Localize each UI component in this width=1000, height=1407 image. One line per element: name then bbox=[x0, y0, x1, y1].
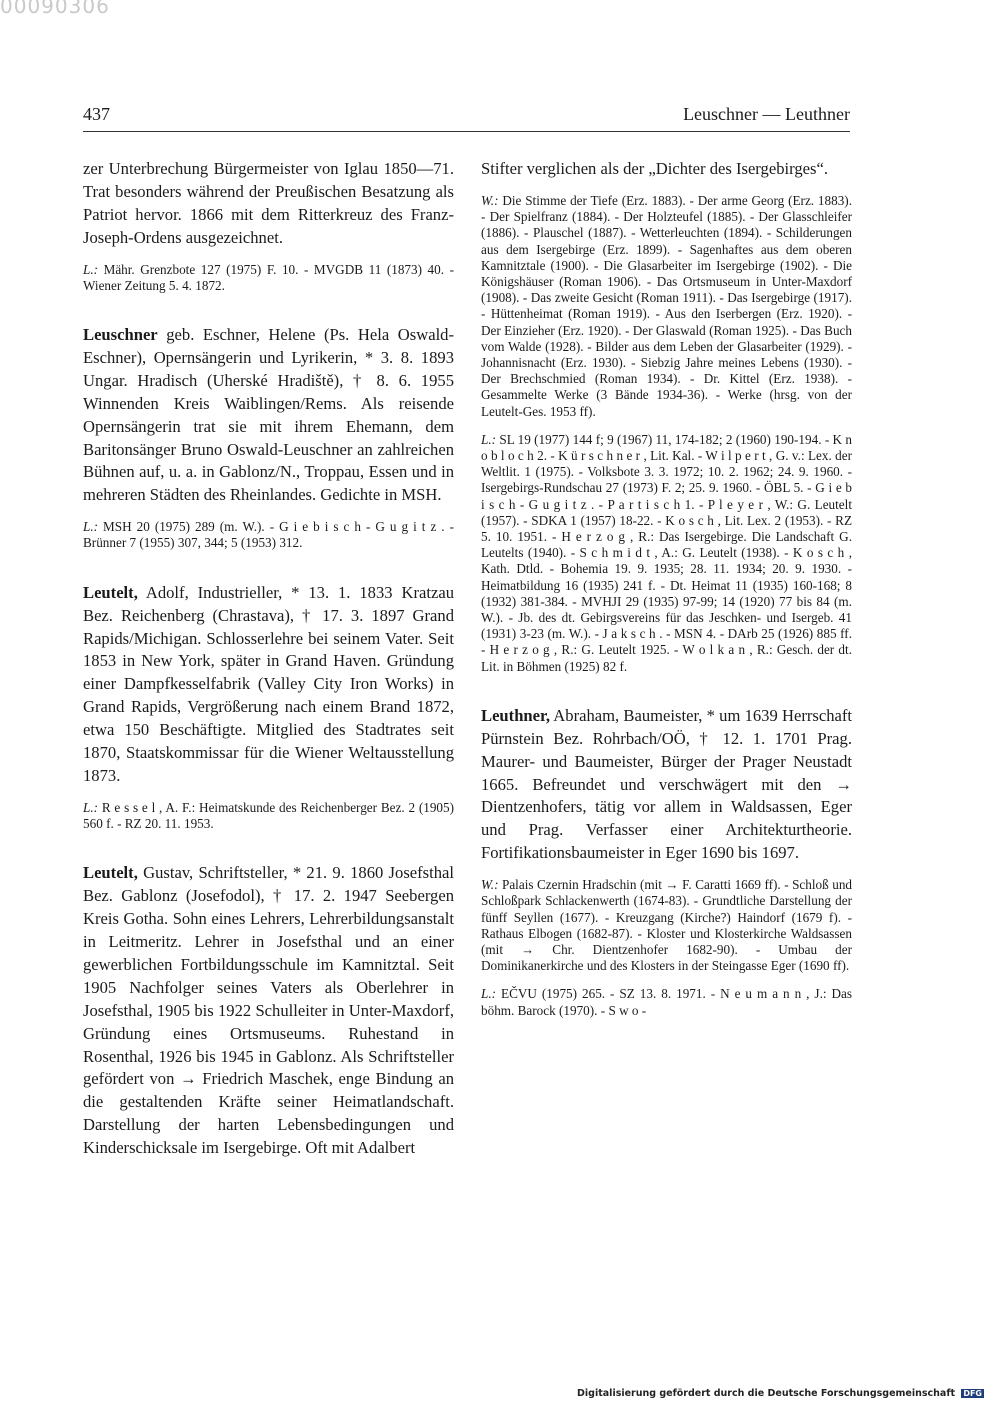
running-title: Leuschner — Leuthner bbox=[683, 104, 850, 124]
ref-text: MSH 20 (1975) 289 (m. W.). - G i e b i s c h - G u g i t z . - Brünner 7 (1955) 307, 344; 5 (1953) 312. bbox=[83, 519, 455, 551]
credit-text: Digitalisierung gefördert durch die Deutsche Forschungsgemeinschaft bbox=[577, 1388, 956, 1399]
ref-text: Die Stimme der Tiefe (Erz. 1883). - Der arme Georg (Erz. 1883). - Der Spielfranz (1884). - Der Holzteufel (1885). - Der Glasschleifer (1886). - Plauschel (1887). - Wetterleuchten (1894). - Schilderungen aus dem Isergebirge (Erz. 1899). - Sagenhaftes aus dem oberen Kamnitztale (1900). - Die Glasarbeiter im Isergebirge (1902). - Die Königshäuser (Roman 1906). - Das Ortsmuseum in Unter-Maxdorf (1908). - Das zweite Gesicht (Roman 1911). - Das Isergebirge (1917). - Hüttenheimat (Roman 1919). - Aus den Iserbergen (Erz. 1920). - Der Einzieher (Erz. 1920). - Der Glaswald (Roman 1925). - Das Buch vom Walde (1928). - Bilder aus dem Leben der Glasarbeiter (1929). - Johannisnacht (Erz. 1930). - Siebzig Jahre meines Lebens (1930). - Der Brechschmied (Roman 1934). - Dr. Kittel (Erz. 1938). - Gesammelte Werke (3 Bände 1934-36). - Werke (hrsg. von der Leutelt-Ges. 1953 ff). bbox=[481, 192, 852, 419]
ref-label: L.: bbox=[481, 431, 497, 447]
entry-leuthner bbox=[481, 705, 852, 865]
right-column bbox=[481, 158, 852, 1019]
entry-text: Gustav, Schriftsteller, * 21. 9. 1860 Josefsthal Bez. Gablonz (Josefodol), † 17. 2. 1947 Seebergen Kreis Gotha. Sohn eines Lehrers, Lehrerbildungsanstalt in Leitmeritz. Lehrer in Josefsthal und an einer gewerblichen Fortbildungsschule im Kamnitztal. Seit 1905 Nachfolger seines Vaters als Oberlehrer in Josefsthal, 1905 bis 1922 Schulleiter in Unter-Maxdorf, Gründung eines Ortsmuseums. Ruhestand in Rosenthal, 1926 bis 1945 in Gablonz. Als Schriftsteller gefördert von → Friedrich Maschek, enge Bindung an die gestaltenden Kräfte seiner Heimatlandschaft. Darstellung der harten Lebensbedingungen und Kinderschicksale im Isergebirge. Oft mit Adalbert bbox=[83, 863, 455, 1158]
page-number: 437 bbox=[83, 104, 110, 124]
reference-block bbox=[83, 800, 454, 832]
entry-leutelt-adolf bbox=[83, 582, 454, 788]
entry-leuschner bbox=[83, 324, 454, 507]
works-block bbox=[481, 877, 852, 974]
ref-label: W.: bbox=[481, 877, 499, 893]
ref-label: L.: bbox=[83, 519, 99, 535]
entry-headword: Leuschner bbox=[83, 325, 158, 345]
dfg-logo-icon: DFG bbox=[963, 1389, 982, 1398]
reference-block bbox=[83, 262, 454, 294]
entry-headword: Leutelt, bbox=[83, 582, 138, 602]
entry-text: Abraham, Baumeister, * um 1639 Herrschaft Pürnstein Bez. Rohrbach/OÖ, † 12. 1. 1701 Prag. Maurer- und Baumeister, Bürger der Prager Neustadt 1665. Befreundet und verschwägert mit den → Dientzenhofers, tätig vor allem in Waldsassen, Eger und Prag. Verfasser einer Architekturtheorie. Fortifikationsbaumeister in Eger 1690 bis 1697. bbox=[481, 705, 852, 863]
reference-block bbox=[481, 432, 852, 675]
entry-headword: Leuthner, bbox=[481, 705, 550, 725]
reference-block bbox=[83, 519, 454, 551]
ref-text: SL 19 (1977) 144 f; 9 (1967) 11, 174-182; 2 (1960) 190-194. - K n o b l o c h 2. - K ü r s c h n e r , Lit. Kal. - W i l p e r t , G. v.: Lex. der Weltlit. 1 (1975). - Volksbote 3. 3. 1972; 10. 2. 1962; 24. 9. 1960. - Isergebirgs-Rundschau 27 (1973) F. 2; 25. 9. 1960. - ÖBL 5. - G i e b i s c h - G u g i t z . - P a r t i s c h 1. - P l e y e r , W.: G. Leutelt (1957). - SDKA 1 (1957) 18-22. - K o s c h , Lit. Lex. 2 (1953). - RZ 5. 10. 1951. - H e r z o g , R.: Das Isergebirge. Die Landschaft G. Leutelts (1940). - S c h m i d t , A.: G. Leutelt (1938). - K o s c h , Kath. Dtld. - Bohemia 19. 9. 1935; 28. 11. 1934; 20. 9. 1930. - Heimatbildung 16 (1935) 241 f. - Dt. Heimat 11 (1935) 160-168; 8 (1932) 381-384. - MVHJI 29 (1935) 97-99; 14 (1920) 77 bis 84 (m. W.). - Jb. des dt. Gebirgsvereins für das Jeschken- und Isergeb. 41 (1931) 3-23 (m. W.). - J a k s c h . - MSN 4. - DArb 25 (1926) 885 ff. - H e r z o g , R.: G. Leutelt 1925. - W o l k a n , R.: Gesch. der dt. Lit. in Böhmen (1925) 82 f. bbox=[481, 431, 852, 674]
entry-text: Adolf, Industrieller, * 13. 1. 1833 Kratzau Bez. Reichenberg (Chrastava), † 17. 3. 1897 Grand Rapids/Michigan. Schlosserlehre bei seinem Vater. Seit 1853 in New York, später in Grand Haven. Gründung einer Dampfkesselfabrik (Valley City Iron Works) in Grand Rapids, Vergrößerung nach einem Brand 1872, etwa 150 Beschäftigte. Mitglied des Stadtrates seit 1870, Staatskommissar für die Wiener Weltausstellung 1873. bbox=[83, 582, 454, 785]
scan-id: 00090306 bbox=[0, 0, 110, 18]
ref-label: L.: bbox=[83, 261, 99, 277]
paragraph-text: zer Unterbrechung Bürgermeister von Iglau 1850—71. Trat besonders während der Preußischen Besatzung als Patriot hervor. 1866 mit dem Ritterkreuz des Franz-Joseph-Ordens ausgezeichnet. bbox=[83, 159, 454, 247]
ref-text: R e s s e l , A. F.: Heimatskunde des Reichenberger Bez. 2 (1905) 560 f. - RZ 20. 11. 1953. bbox=[83, 799, 454, 832]
header-rule bbox=[83, 131, 850, 132]
ref-text: EČVU (1975) 265. - SZ 13. 8. 1971. - N e u m a n n , J.: Das böhm. Barock (1970). - S w o - bbox=[481, 986, 853, 1018]
ref-text: Mähr. Grenzbote 127 (1975) F. 10. - MVGDB 11 (1873) 40. - Wiener Zeitung 5. 4. 1872. bbox=[83, 261, 454, 293]
paragraph bbox=[83, 158, 454, 250]
ref-label: W.: bbox=[481, 192, 499, 208]
entry-leutelt-gustav bbox=[83, 862, 454, 1160]
entry-text: geb. Eschner, Helene (Ps. Hela Oswald-Eschner), Opernsängerin und Lyrikerin, * 3. 8. 1893 Ungar. Hradisch (Uherské Hradiště), † 8. 6. 1955 Winnenden Kreis Waiblingen/Rems. Als reisende Opernsängerin trat sie mit ihrem Ehemann, dem Baritonsänger Bruno Oswald-Leuschner an zahlreichen Bühnen auf, u. a. in Gablonz/N., Troppau, Essen und in mehreren Städten des Rheinlandes. Gedichte in MSH. bbox=[83, 325, 455, 505]
left-column bbox=[83, 158, 454, 1160]
page-header bbox=[83, 104, 850, 130]
ref-label: L.: bbox=[481, 986, 497, 1002]
reference-block bbox=[481, 986, 852, 1018]
digitization-credit bbox=[577, 1388, 984, 1399]
works-block bbox=[481, 193, 852, 420]
ref-text: Palais Czernin Hradschin (mit → F. Caratti 1669 ff). - Schloß und Schloßpark Schlackenwerth (1674-83). - Grundtliche Darstellung der fünff Seyllen (1677). - Kreuzgang (Kirche?) Haindorf (1679 f). - Rathaus Elbogen (1682-87). - Kloster und Klosterkirche Waldsassen (mit → Chr. Dientzenhofer 1682-90). - Umbau der Dominikanerkirche und des Klosters in der Steingasse Eger (1690 ff). bbox=[481, 877, 853, 974]
entry-headword: Leutelt, bbox=[83, 863, 138, 883]
paragraph bbox=[481, 158, 852, 181]
ref-label: L.: bbox=[83, 799, 99, 815]
paragraph-text: Stifter verglichen als der „Dichter des Isergebirges“. bbox=[481, 159, 828, 178]
